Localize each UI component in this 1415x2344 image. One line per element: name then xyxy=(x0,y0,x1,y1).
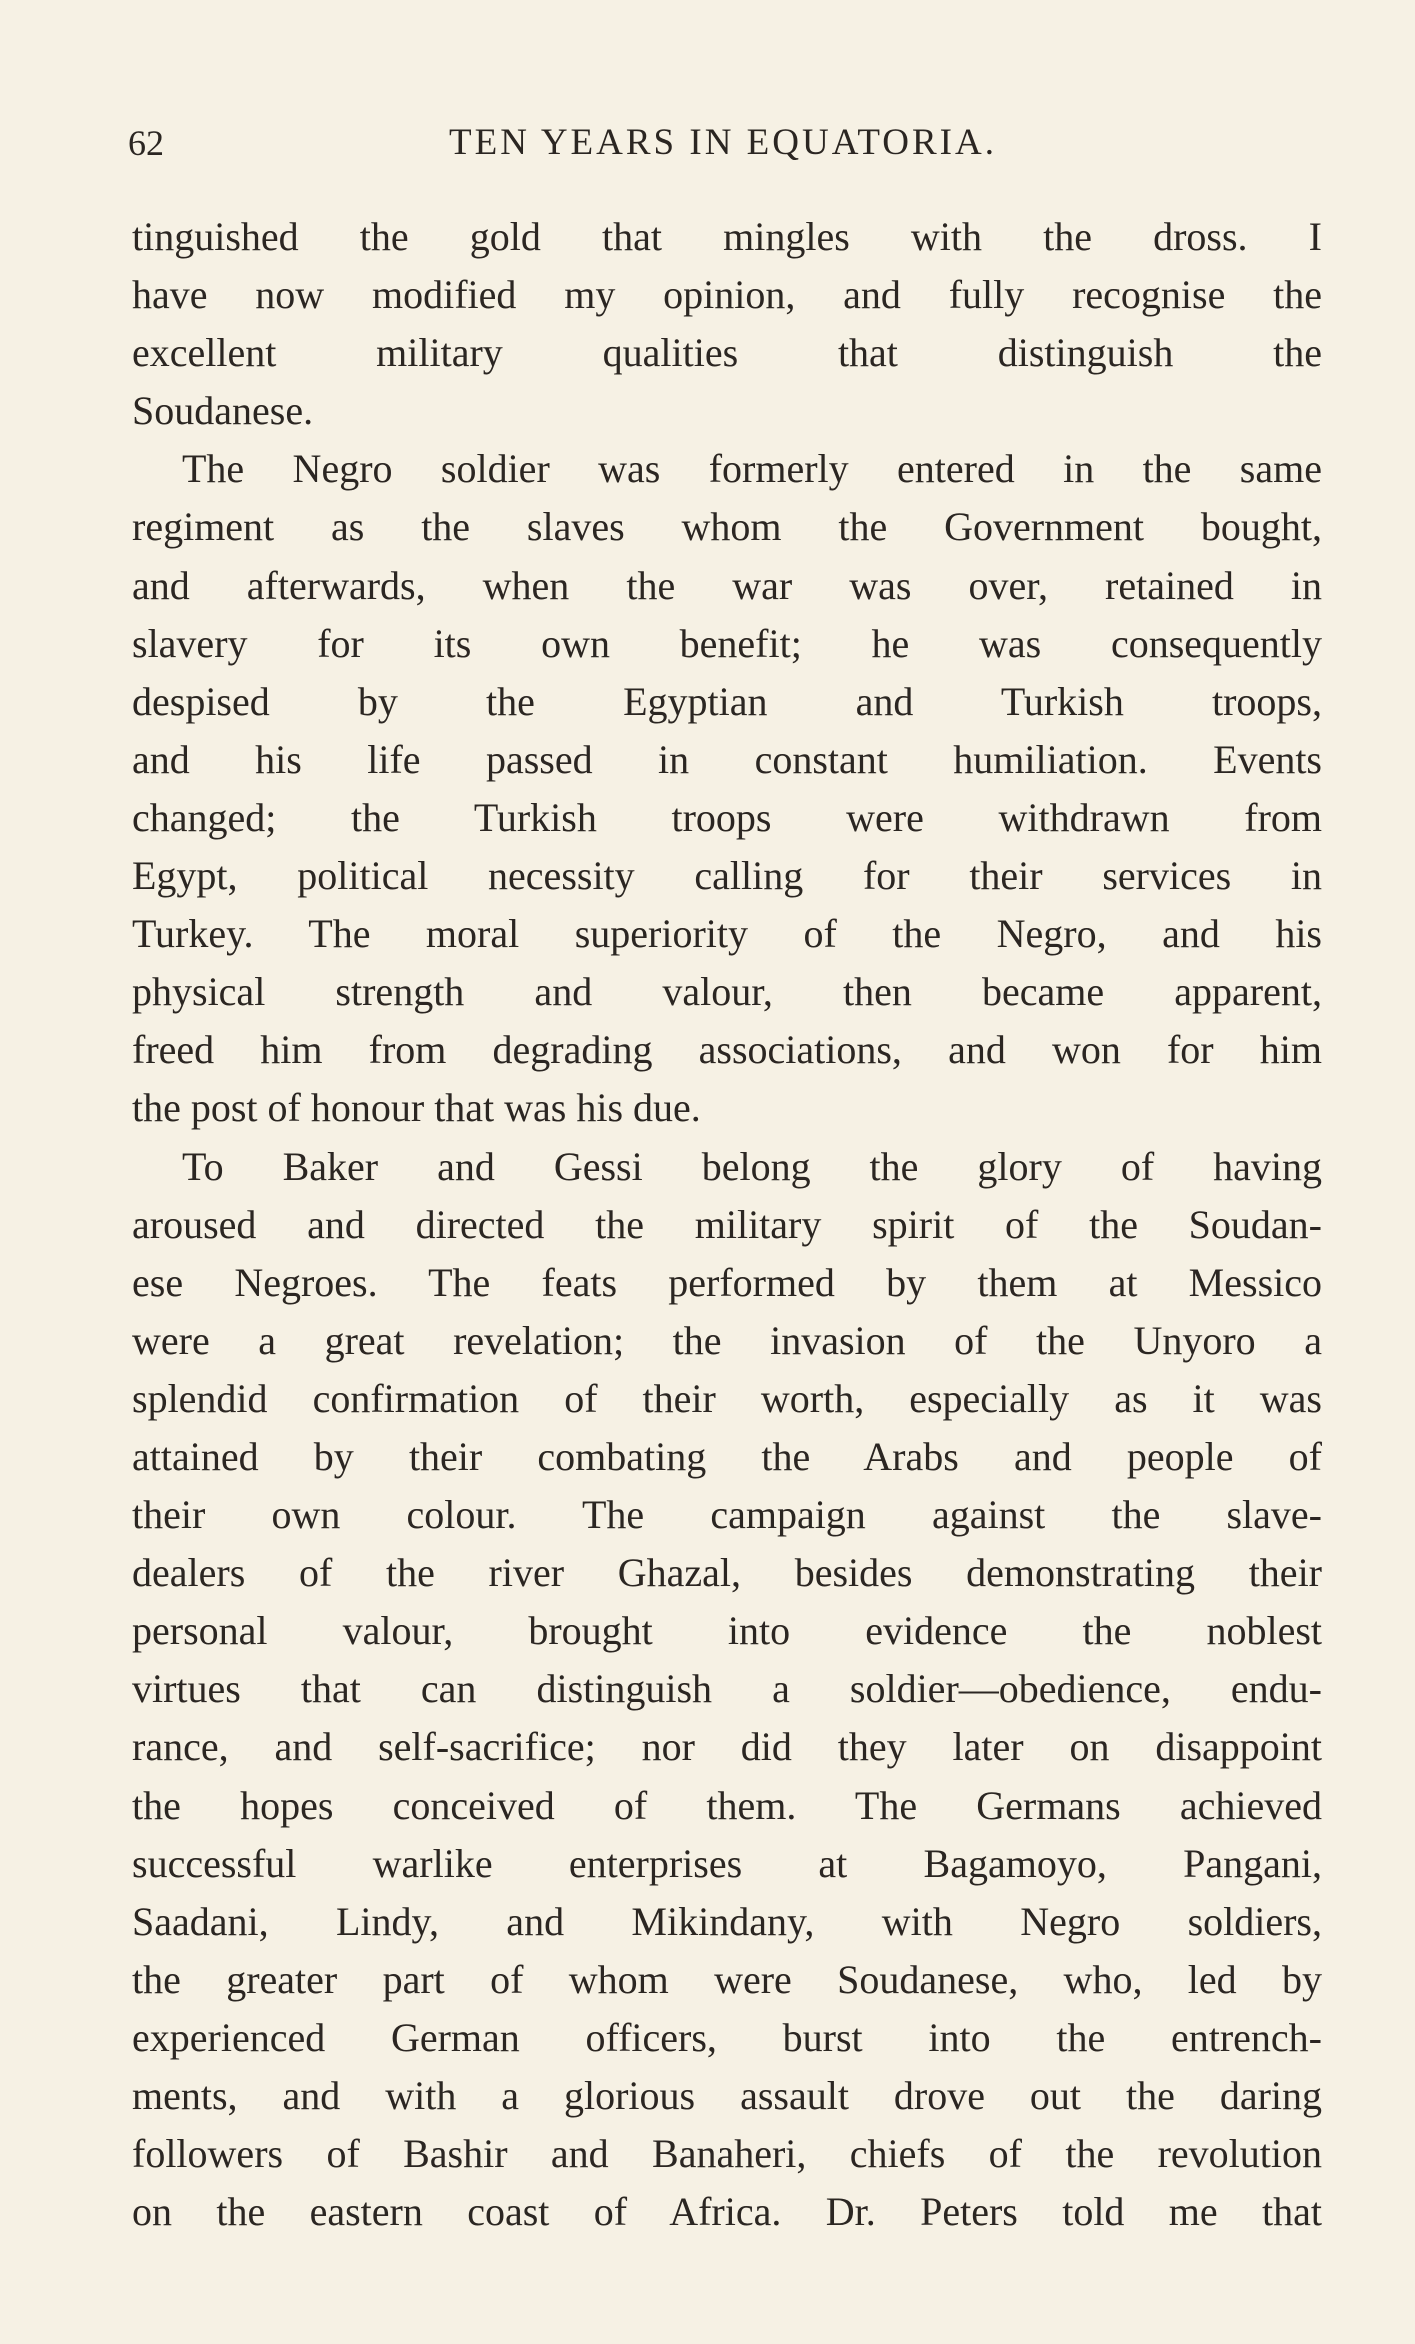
text-line: regiment as the slaves whom the Government bought, xyxy=(132,504,1322,550)
text-line: the post of honour that was his due. xyxy=(132,1085,701,1131)
text-line: despised by the Egyptian and Turkish troops, xyxy=(132,678,1322,724)
text-line: have now modified my opinion, and fully recognise the xyxy=(132,272,1322,318)
text-line: Turkey. The moral superiority of the Negro, and his xyxy=(132,911,1322,957)
text-line: Soudanese. xyxy=(132,388,314,434)
page-number: 62 xyxy=(128,123,164,163)
text-line: aroused and directed the military spirit of the Soudan- xyxy=(132,1201,1322,1247)
text-line: Egypt, political necessity calling for their services in xyxy=(132,853,1322,899)
text-line: dealers of the river Ghazal, besides demonstrating their xyxy=(132,1550,1322,1596)
page-header xyxy=(128,118,1318,178)
text-line: tinguished the gold that mingles with the dross. I xyxy=(132,214,1322,259)
text-line: splendid confirmation of their worth, especially as it was xyxy=(132,1375,1322,1421)
text-line: the hopes conceived of them. The Germans achieved xyxy=(132,1782,1322,1828)
text-line: personal valour, brought into evidence the noblest xyxy=(132,1608,1322,1654)
text-line: ese Negroes. The feats performed by them at Messico xyxy=(132,1259,1322,1305)
text-line: were a great revelation; the invasion of the Unyoro a xyxy=(132,1317,1322,1363)
text-line: and afterwards, when the war was over, retained in xyxy=(132,562,1322,608)
text-line: excellent military qualities that distinguish the xyxy=(132,330,1322,376)
running-title: TEN YEARS IN EQUATORIA. xyxy=(449,122,997,163)
text-line: rance, and self-sacrifice; nor did they later on disappoint xyxy=(132,1724,1322,1770)
text-line: changed; the Turkish troops were withdrawn from xyxy=(132,794,1322,840)
text-line: successful warlike enterprises at Bagamoyo, Pangani, xyxy=(132,1840,1322,1886)
text-line: virtues that can distinguish a soldier—obedience, endu- xyxy=(132,1666,1322,1712)
text-line: The Negro soldier was formerly entered in the same xyxy=(182,446,1322,492)
text-line: attained by their combating the Arabs and people of xyxy=(132,1433,1322,1479)
text-line: their own colour. The campaign against the slave- xyxy=(132,1492,1322,1538)
text-line: physical strength and valour, then became apparent, xyxy=(132,969,1322,1015)
text-line: the greater part of whom were Soudanese, who, led by xyxy=(132,1956,1322,2002)
text-line: experienced German officers, burst into the entrench- xyxy=(132,2014,1322,2060)
text-line: followers of Bashir and Banaheri, chiefs of the revolution xyxy=(132,2131,1322,2177)
text-line: Saadani, Lindy, and Mikindany, with Negro soldiers, xyxy=(132,1898,1322,1944)
text-line: freed him from degrading associations, and won for him xyxy=(132,1027,1322,1073)
text-line: on the eastern coast of Africa. Dr. Peters told me that xyxy=(132,2189,1322,2235)
body-text xyxy=(132,208,1322,2241)
text-line: and his life passed in constant humiliation. Events xyxy=(132,736,1322,782)
text-line: ments, and with a glorious assault drove out the daring xyxy=(132,2073,1322,2118)
text-line: To Baker and Gessi belong the glory of having xyxy=(182,1143,1322,1189)
text-line: slavery for its own benefit; he was consequently xyxy=(132,620,1322,666)
